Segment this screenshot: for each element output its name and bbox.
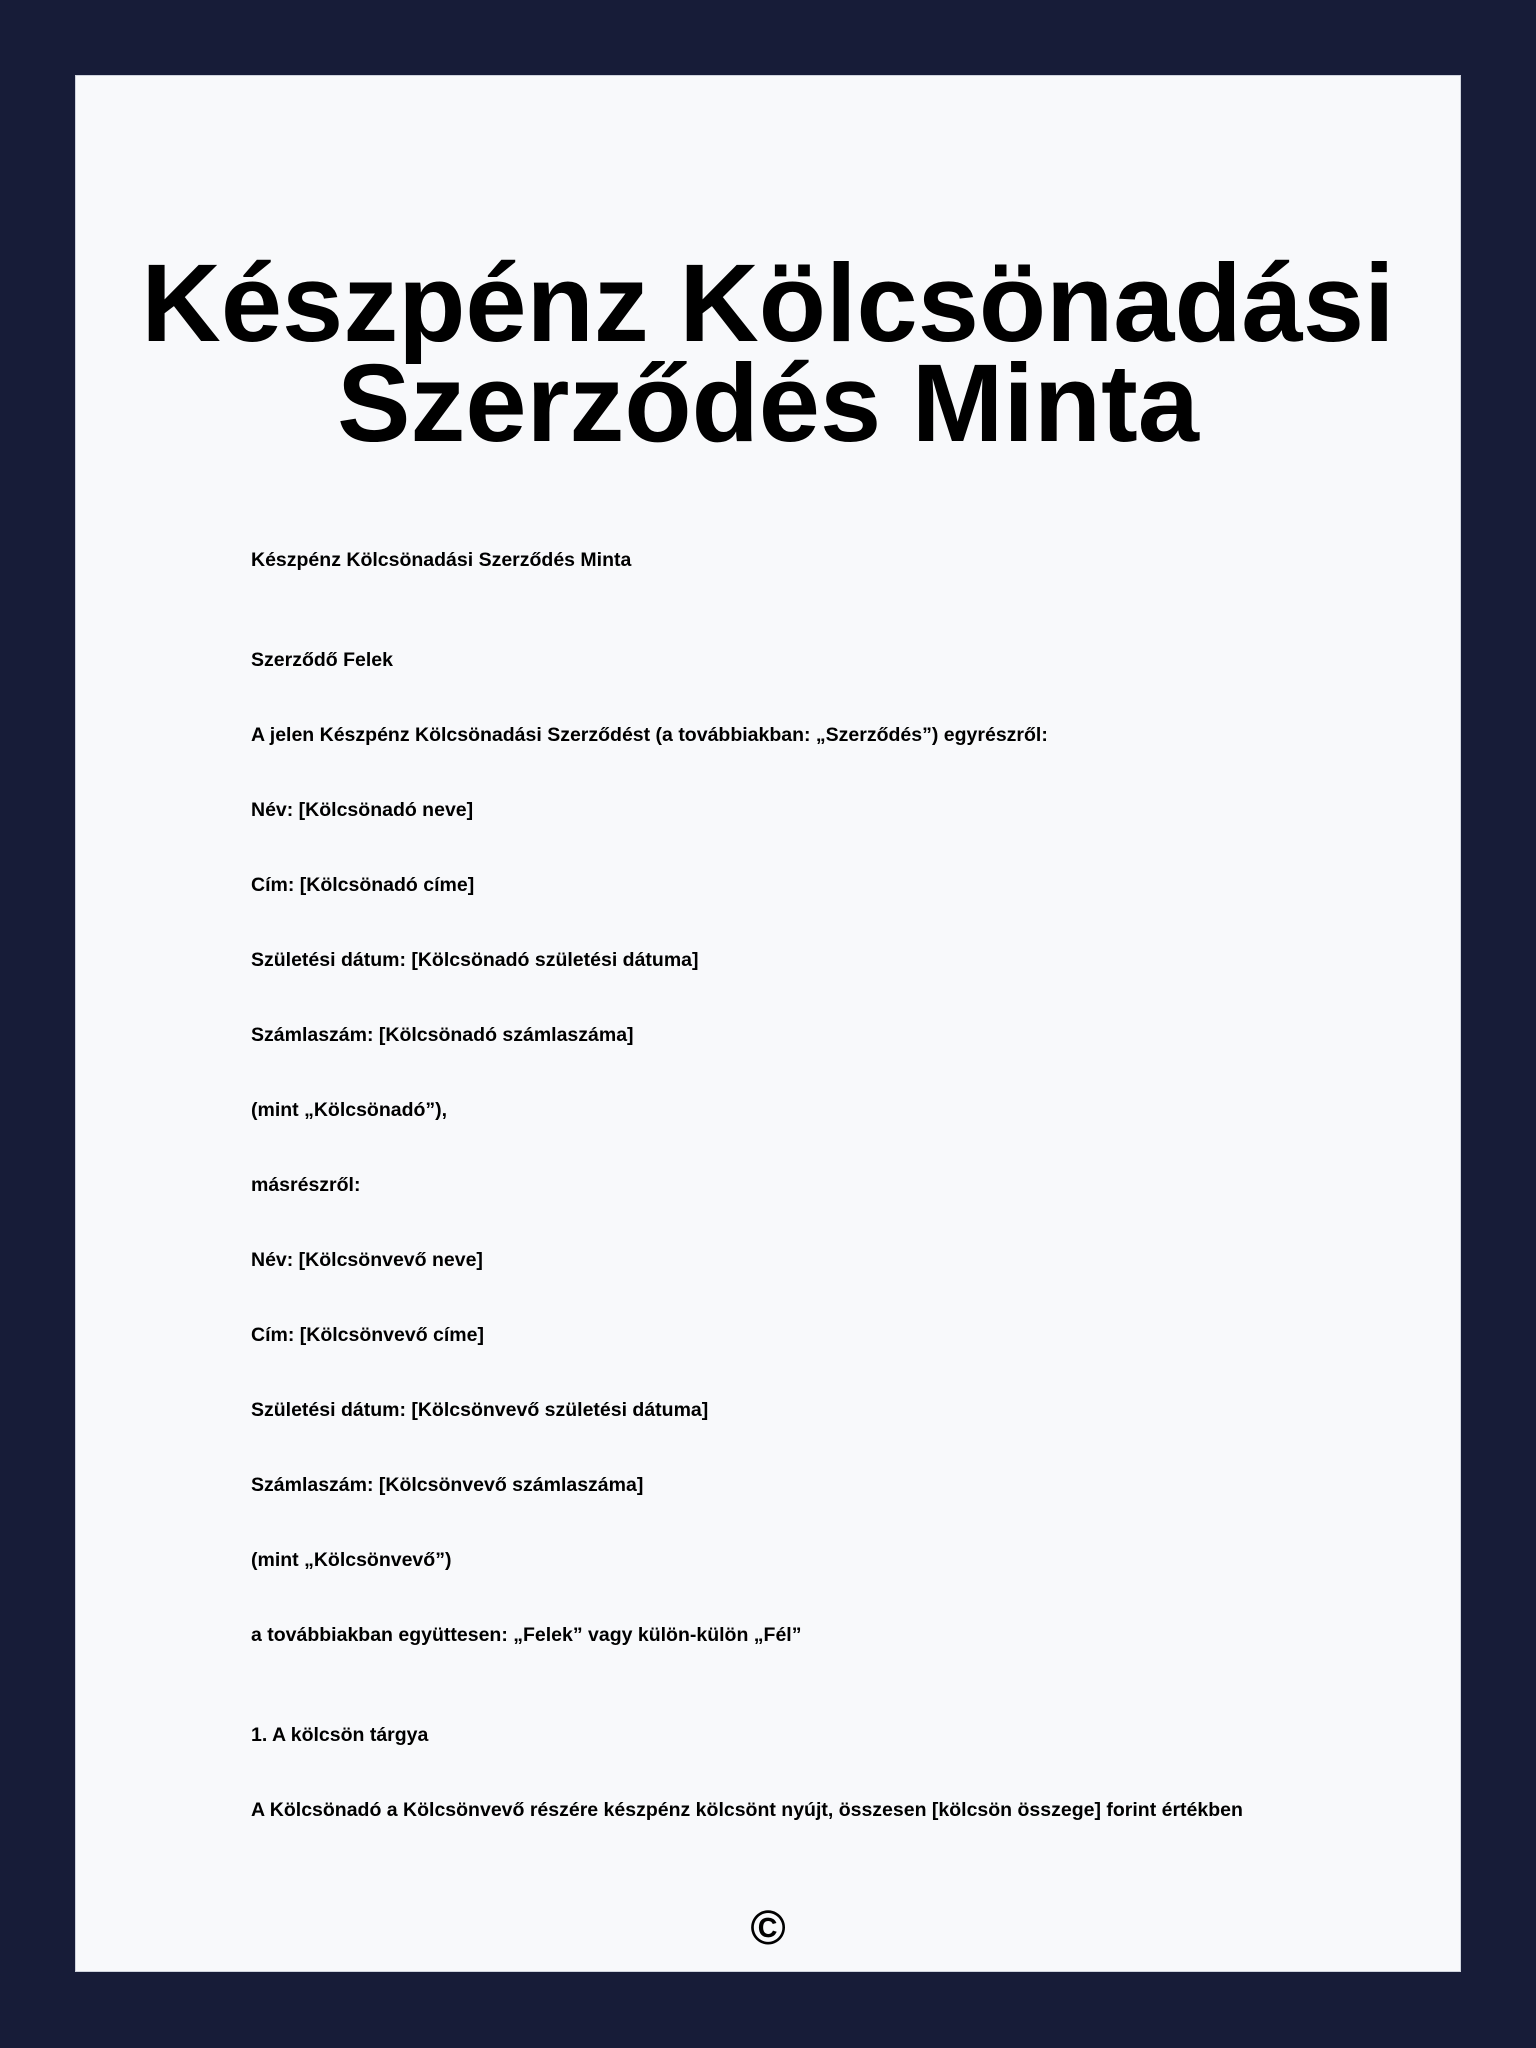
document-line: Név: [Kölcsönvevő neve] (251, 1249, 483, 1271)
document-line: A jelen Készpénz Kölcsönadási Szerződést (a továbbiakban: „Szerződés”) egyrészről: (251, 724, 1048, 746)
document-page (75, 75, 1461, 1972)
section-heading-loan-subject: 1. A kölcsön tárgya (251, 1724, 429, 1746)
document-line: másrészről: (251, 1174, 361, 1196)
document-line: Számlaszám: [Kölcsönadó számlaszáma] (251, 1024, 634, 1046)
document-line: Születési dátum: [Kölcsönadó születési dátuma] (251, 949, 699, 971)
page-title: Készpénz Kölcsönadási Szerződés Minta (141, 242, 1395, 465)
document-line: a továbbiakban együttesen: „Felek” vagy külön-külön „Fél” (251, 1624, 802, 1646)
section-heading-parties: Szerződő Felek (251, 649, 393, 671)
document-line: Cím: [Kölcsönadó címe] (251, 874, 475, 896)
document-line: (mint „Kölcsönadó”), (251, 1099, 448, 1121)
document-line: A Kölcsönadó a Kölcsönvevő részére készpénz kölcsönt nyújt, összesen [kölcsön összege] forint értékben (251, 1799, 1243, 1821)
document-line: (mint „Kölcsönvevő”) (251, 1549, 452, 1571)
document-line: Születési dátum: [Kölcsönvevő születési dátuma] (251, 1399, 709, 1421)
document-line: Cím: [Kölcsönvevő címe] (251, 1324, 484, 1346)
document-line: Számlaszám: [Kölcsönvevő számlaszáma] (251, 1474, 644, 1496)
document-heading: Készpénz Kölcsönadási Szerződés Minta (251, 549, 632, 571)
copyright-icon: © (750, 1902, 786, 1955)
document-line: Név: [Kölcsönadó neve] (251, 799, 474, 821)
